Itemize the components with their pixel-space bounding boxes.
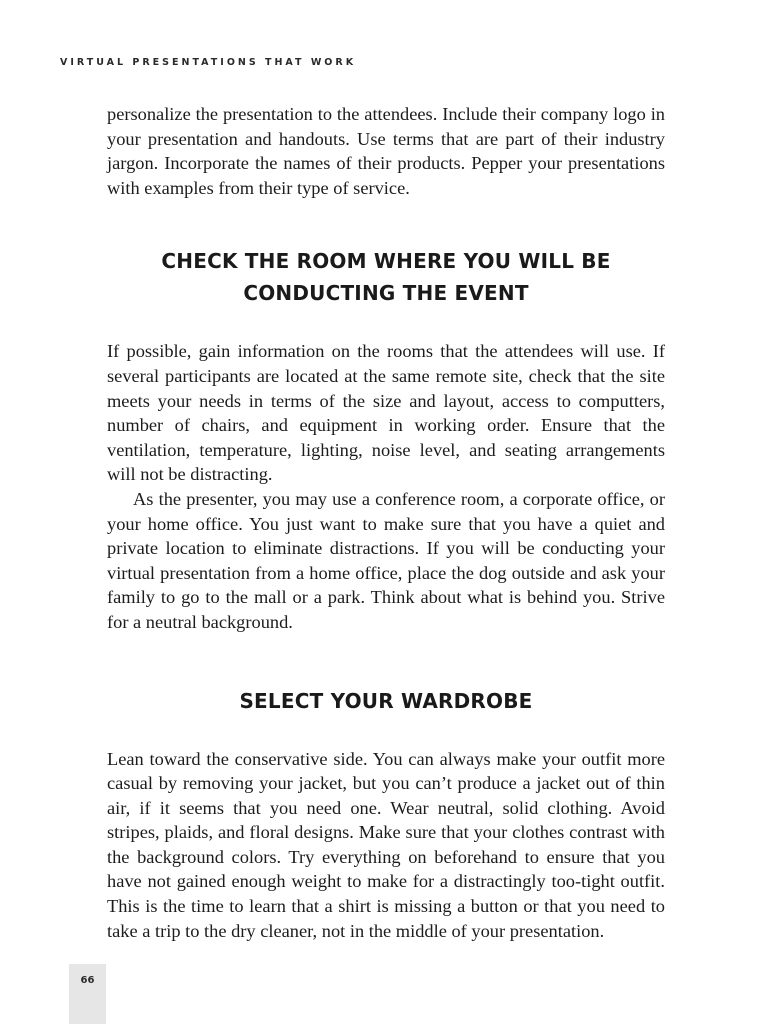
intro-paragraph: personalize the presentation to the attendees. Include their company logo in your presentation and handouts. Use terms that are part of their industry jargon. Incorporate the names of their products. Pepper your presentations with examples from their type of service. (107, 104, 665, 198)
section-heading-check-room (107, 245, 665, 309)
heading-line: CONDUCTING THE EVENT (243, 281, 529, 306)
running-head: VIRTUAL PRESENTATIONS THAT WORK (60, 57, 357, 68)
heading-line: SELECT YOUR WARDROBE (239, 688, 533, 713)
page-body (107, 102, 665, 943)
page-number-tab (69, 964, 106, 1024)
heading-line: CHECK THE ROOM WHERE YOU WILL BE (161, 249, 611, 274)
wardrobe-paragraph-1: Lean toward the conservative side. You can always make your outfit more casual by removing your jacket, but you can’t produce a jacket out of thin air, if it seems that you need one. Wear neutral, solid clothing. Avoid stripes, plaids, and floral designs. Make sure that your clothes contrast with the background colors. Try everything on beforehand to ensure that you have not gained enough weight to make for a distractingly too-tight outfit. This is the time to learn that a shirt is missing a button or that you need to take a trip to the dry cleaner, not in the middle of your presentation. (107, 748, 665, 941)
check-room-paragraph-1: If possible, gain information on the rooms that the attendees will use. If several participants are located at the same remote site, check that the site meets your needs in terms of the size and layout, access to computters, number of chairs, and equipment in working order. Ensure that the ventilation, temperature, lighting, noise level, and seating arrangements will not be distracting. (107, 341, 665, 485)
page-number: 66 (80, 975, 95, 986)
section-heading-wardrobe (107, 685, 665, 717)
check-room-paragraph-2: As the presenter, you may use a conference room, a corporate office, or your home office. You just want to make sure that you have a quiet and private location to eliminate distractions. If you will be conducting your virtual presentation from a home office, place the dog outside and ask your family to go to the mall or a park. Think about what is behind you. Strive for a neutral background. (107, 488, 665, 632)
